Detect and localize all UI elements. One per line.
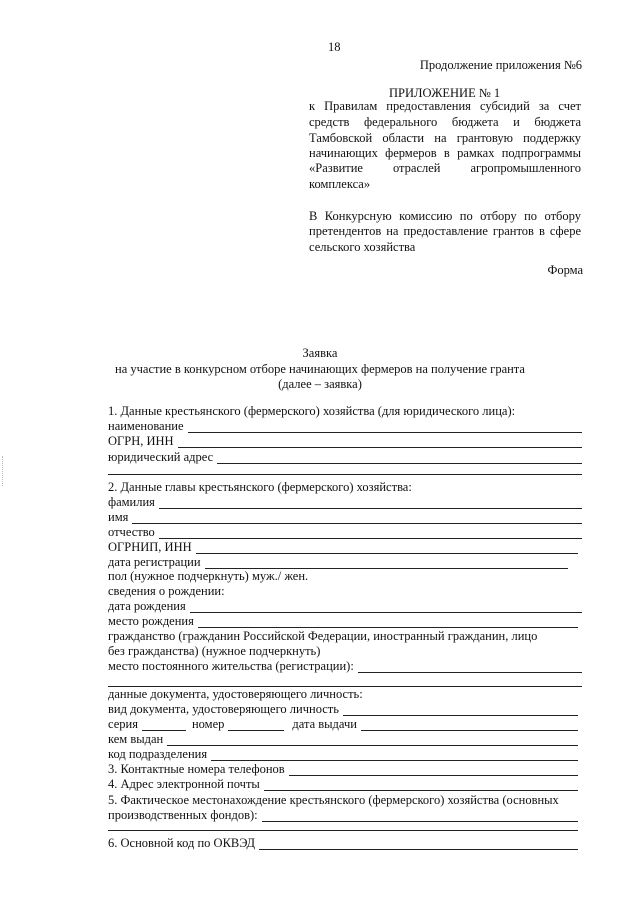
field-ogrn-inn [108,432,582,448]
field-actual-location [108,806,578,822]
field-okved-label: 6. Основной код по ОКВЭД [108,836,255,850]
field-legal-address [108,448,582,464]
field-email-input[interactable] [264,779,578,791]
field-patronymic [108,523,582,539]
field-residence-input[interactable] [358,661,582,673]
field-phones [108,760,578,776]
field-ogrn-inn-label: ОГРН, ИНН [108,434,174,448]
appendix-line: начинающих фермеров в рамках подпрограммы [309,146,581,160]
field-issue-date-label: дата выдачи [292,717,357,731]
field-division-code [108,745,578,761]
field-ogrnip-inn [108,538,578,554]
field-legal-address-label: юридический адрес [108,450,214,464]
id-document-heading: данные документа, удостоверяющего личность: [108,687,363,701]
appendix-title: ПРИЛОЖЕНИЕ № 1 [389,86,501,100]
form-label: Форма [547,263,583,277]
field-residence [108,657,582,673]
appendix-line: к Правилам предоставления субсидий за счет [309,99,581,113]
field-okved [108,834,578,850]
field-doc-type-label: вид документа, удостоверяющего личность [108,702,339,716]
application-title: Заявка [302,346,338,360]
birth-info-heading: сведения о рождении: [108,584,225,598]
field-birth-place-input[interactable] [198,616,578,628]
field-surname [108,493,582,509]
field-okved-input[interactable] [259,838,578,850]
field-ogrnip-inn-label: ОГРНИП, ИНН [108,540,192,554]
field-first-name [108,508,582,524]
application-note: (далее – заявка) [278,377,362,391]
appendix-line: «Развитие отраслей агропромышленного [309,161,581,175]
field-birth-date-label: дата рождения [108,599,186,613]
citizenship-line-2: без гражданства) (нужное подчеркнуть) [108,644,321,658]
field-registration-date-input[interactable] [205,557,568,569]
appendix-line: Тамбовской области на грантовую поддержку [309,131,581,145]
field-surname-label: фамилия [108,495,155,509]
field-actual-location-label: производственных фондов): [108,808,258,822]
recipient-line: сельского хозяйства [309,240,416,254]
field-number-label: номер [191,717,225,731]
field-legal-address-continuation[interactable] [108,474,582,475]
citizenship-line-1: гражданство (гражданин Российской Федерации, иностранный гражданин, лицо [108,629,538,643]
appendix-line: средств федерального бюджета и бюджета [309,115,581,129]
field-email [108,775,578,791]
field-legal-address-input[interactable] [217,452,582,464]
field-phones-label: 3. Контактные номера телефонов [108,762,285,776]
field-email-label: 4. Адрес электронной почты [108,777,260,791]
application-subtitle: на участие в конкурсном отборе начинающих фермеров на получение гранта [115,362,525,376]
field-residence-label: место постоянного жительства (регистрации): [108,659,354,673]
field-registration-date-label: дата регистрации [108,555,201,569]
field-gender: пол (нужное подчеркнуть) муж./ жен. [108,569,309,583]
field-birth-place [108,612,578,628]
field-division-code-label: код подразделения [108,747,208,761]
field-actual-location-input[interactable] [262,810,578,822]
appendix-continuation: Продолжение приложения №6 [419,58,582,72]
section5-line-1: 5. Фактическое местонахождение крестьянского (фермерского) хозяйства (основных [108,793,559,807]
scan-edge-mark [2,456,4,486]
field-actual-location-continuation[interactable] [108,830,578,831]
section1-heading: 1. Данные крестьянского (фермерского) хозяйства (для юридического лица): [108,404,516,418]
recipient-line: претендентов на предоставление грантов в сфере [309,224,581,238]
field-series-label: серия [108,717,138,731]
field-name [108,417,582,433]
field-birth-place-label: место рождения [108,614,194,628]
field-ogrn-inn-input[interactable] [178,436,582,448]
appendix-line: комплекса» [309,177,371,191]
field-doc-type [108,700,578,716]
field-first-name-label: имя [108,510,129,524]
field-birth-date [108,597,582,613]
field-issued-by [108,730,578,746]
page-number: 18 [328,40,341,54]
recipient-line: В Конкурсную комиссию по отбору по отбору [309,209,581,223]
section2-heading: 2. Данные главы крестьянского (фермерского) хозяйства: [108,480,412,494]
field-registration-date [108,553,568,569]
field-patronymic-label: отчество [108,525,155,539]
field-name-label: наименование [108,419,184,433]
field-series-number-date [108,715,578,731]
field-issued-by-label: кем выдан [108,732,164,746]
